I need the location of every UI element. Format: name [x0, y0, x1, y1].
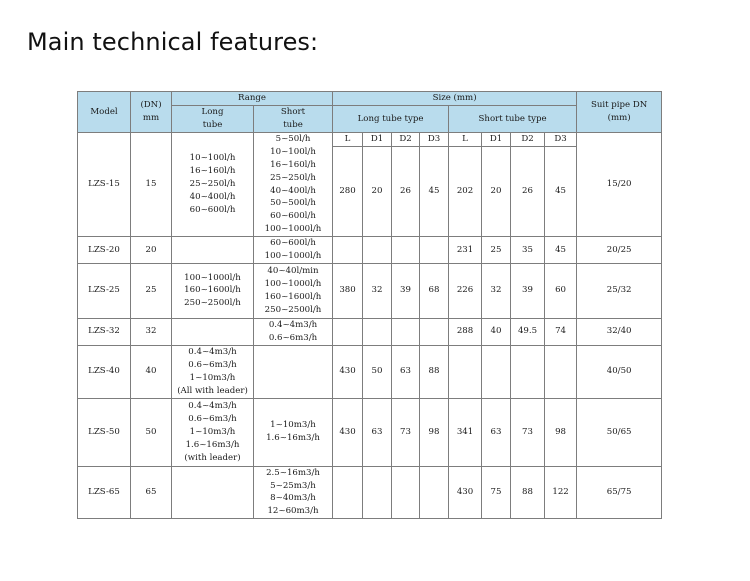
model-cell: LZS-20	[78, 237, 131, 264]
size-cell: 74	[545, 318, 577, 345]
size-cell: 430	[333, 345, 363, 398]
table-row	[78, 345, 662, 398]
long-range-cell	[172, 318, 254, 345]
range-line: 10~100l/h	[189, 153, 236, 164]
short-range-cell	[254, 133, 333, 237]
size-cell: 35	[511, 237, 545, 264]
range-line: 5~50l/h	[275, 134, 311, 144]
size-col-label: L	[333, 133, 363, 147]
model-cell: LZS-32	[78, 318, 131, 345]
range-line: 60~600l/h	[270, 238, 316, 249]
size-cell: 341	[449, 398, 482, 466]
header-dn: (DN) mm	[131, 92, 172, 133]
range-line: 25~250l/h	[270, 172, 316, 183]
table-row	[78, 133, 662, 147]
size-cell: 26	[392, 147, 420, 237]
header-long-tube: Long tube	[172, 106, 254, 133]
range-line: (All with leader)	[177, 385, 248, 396]
table-row	[78, 237, 662, 264]
size-col-label: D1	[363, 133, 392, 147]
size-cell	[511, 345, 545, 398]
size-cell: 45	[545, 237, 577, 264]
technical-features-table	[77, 91, 662, 519]
range-line: 250~2500l/h	[264, 304, 322, 315]
range-line: 1~10m3/h	[189, 372, 236, 383]
range-line: 0.6~6m3/h	[188, 359, 237, 370]
range-line: 60~600l/h	[270, 211, 316, 222]
range-line: 0.4~4m3/h	[188, 400, 237, 411]
size-cell	[545, 345, 577, 398]
table-row	[78, 263, 662, 318]
long-range-cell	[172, 237, 254, 264]
size-cell: 20	[482, 147, 511, 237]
range-line: 1.6~16m3/h	[185, 439, 240, 450]
size-cell: 122	[545, 466, 577, 519]
size-cell: 226	[449, 263, 482, 318]
range-line: 160~1600l/h	[264, 291, 322, 302]
dn-cell: 40	[131, 345, 172, 398]
size-col-label: L	[449, 133, 482, 147]
size-cell: 73	[511, 398, 545, 466]
size-cell	[420, 237, 449, 264]
header-long-tube-type: Long tube type	[333, 106, 449, 133]
size-col-label: D1	[482, 133, 511, 147]
range-line: 100~1000l/h	[184, 272, 241, 283]
range-line: 8~40m3/h	[270, 493, 316, 504]
range-line: 0.4~4m3/h	[188, 346, 237, 357]
table-row	[78, 466, 662, 519]
size-cell	[363, 318, 392, 345]
range-line: 100~1000l/h	[264, 251, 322, 262]
short-range-cell	[254, 345, 333, 398]
long-range-cell	[172, 263, 254, 318]
header-row-1	[78, 92, 662, 106]
suit-pipe-cell: 20/25	[577, 237, 662, 264]
dn-cell: 32	[131, 318, 172, 345]
range-line: 1~10m3/h	[189, 426, 236, 437]
range-line: 40~400l/h	[189, 192, 236, 202]
size-cell	[333, 318, 363, 345]
range-line: 1~10m3/h	[270, 420, 316, 431]
long-range-cell	[172, 133, 254, 237]
dn-cell: 20	[131, 237, 172, 264]
model-cell: LZS-40	[78, 345, 131, 398]
size-cell: 63	[392, 345, 420, 398]
dn-cell: 65	[131, 466, 172, 519]
size-cell: 73	[392, 398, 420, 466]
suit-pipe-cell: 32/40	[577, 318, 662, 345]
size-cell	[392, 466, 420, 519]
suit-pipe-cell: 25/32	[577, 263, 662, 318]
dn-cell: 15	[131, 133, 172, 237]
size-cell: 63	[482, 398, 511, 466]
header-model: Model	[78, 92, 131, 133]
size-cell: 49.5	[511, 318, 545, 345]
size-cell: 88	[511, 466, 545, 519]
size-cell: 98	[420, 398, 449, 466]
size-cell: 231	[449, 237, 482, 264]
header-suit-pipe: Suit pipe DN (mm)	[577, 92, 662, 133]
table-row	[78, 318, 662, 345]
size-cell: 60	[545, 263, 577, 318]
size-cell: 202	[449, 147, 482, 237]
range-line: 16~160l/h	[189, 166, 236, 177]
short-range-cell	[254, 263, 333, 318]
size-cell: 75	[482, 466, 511, 519]
suit-pipe-cell: 15/20	[577, 133, 662, 237]
suit-pipe-cell: 65/75	[577, 466, 662, 519]
size-cell	[363, 466, 392, 519]
size-cell: 25	[482, 237, 511, 264]
page-title: Main technical features:	[27, 28, 319, 56]
model-cell: LZS-15	[78, 133, 131, 237]
size-cell: 288	[449, 318, 482, 345]
model-cell: LZS-50	[78, 398, 131, 466]
model-cell: LZS-65	[78, 466, 131, 519]
size-cell: 50	[363, 345, 392, 398]
long-range-cell	[172, 398, 254, 466]
range-line: 0.6~6m3/h	[268, 332, 318, 343]
range-line: 60~600l/h	[189, 204, 236, 215]
size-cell: 39	[392, 263, 420, 318]
size-cell: 380	[333, 263, 363, 318]
header-short-tube-type: Short tube type	[449, 106, 577, 133]
size-cell	[482, 345, 511, 398]
size-cell	[449, 345, 482, 398]
dn-cell: 25	[131, 263, 172, 318]
header-range: Range	[172, 92, 333, 106]
range-line: 50~500l/h	[270, 198, 316, 209]
range-line: 40~400l/h	[270, 185, 316, 196]
size-col-label: D3	[420, 133, 449, 147]
short-range-cell	[254, 398, 333, 466]
model-cell: LZS-25	[78, 263, 131, 318]
range-line: 40~40l/min	[267, 266, 319, 277]
dn-cell: 50	[131, 398, 172, 466]
short-range-cell	[254, 318, 333, 345]
size-cell	[420, 466, 449, 519]
size-cell	[420, 318, 449, 345]
range-line: 1.6~16m3/h	[266, 433, 320, 444]
range-line: 12~60m3/h	[267, 506, 319, 517]
size-cell: 39	[511, 263, 545, 318]
size-cell: 45	[420, 147, 449, 237]
size-cell: 32	[482, 263, 511, 318]
suit-pipe-cell: 40/50	[577, 345, 662, 398]
range-line: 16~160l/h	[270, 159, 316, 170]
size-cell: 20	[363, 147, 392, 237]
long-range-cell	[172, 345, 254, 398]
table-row	[78, 398, 662, 466]
size-cell: 45	[545, 147, 577, 237]
range-line: 0.4~4m3/h	[268, 319, 318, 330]
size-cell: 68	[420, 263, 449, 318]
size-cell: 32	[363, 263, 392, 318]
range-line: 100~1000l/h	[264, 279, 322, 290]
size-cell	[392, 237, 420, 264]
size-cell: 26	[511, 147, 545, 237]
size-col-label: D3	[545, 133, 577, 147]
header-size: Size (mm)	[333, 92, 577, 106]
size-cell	[333, 466, 363, 519]
short-range-cell	[254, 237, 333, 264]
size-cell	[392, 318, 420, 345]
range-line: 250~2500l/h	[184, 298, 241, 309]
size-cell: 280	[333, 147, 363, 237]
range-line: 2.5~16m3/h	[266, 467, 320, 478]
size-cell: 88	[420, 345, 449, 398]
long-range-cell	[172, 466, 254, 519]
range-line: 160~1600l/h	[184, 285, 241, 296]
range-line: 10~100l/h	[270, 146, 316, 157]
size-cell	[333, 237, 363, 264]
short-range-cell	[254, 466, 333, 519]
size-col-label: D2	[511, 133, 545, 147]
size-col-label: D2	[392, 133, 420, 147]
size-cell: 63	[363, 398, 392, 466]
size-cell: 40	[482, 318, 511, 345]
header-short-tube: Short tube	[254, 106, 333, 133]
suit-pipe-cell: 50/65	[577, 398, 662, 466]
range-line: 0.6~6m3/h	[188, 413, 237, 424]
size-cell: 98	[545, 398, 577, 466]
size-cell: 430	[333, 398, 363, 466]
range-line: 25~250l/h	[189, 179, 236, 190]
size-cell: 430	[449, 466, 482, 519]
size-cell	[363, 237, 392, 264]
range-line: 100~1000l/h	[264, 224, 322, 235]
range-line: 5~25m3/h	[270, 480, 316, 491]
range-line: (with leader)	[184, 452, 241, 463]
